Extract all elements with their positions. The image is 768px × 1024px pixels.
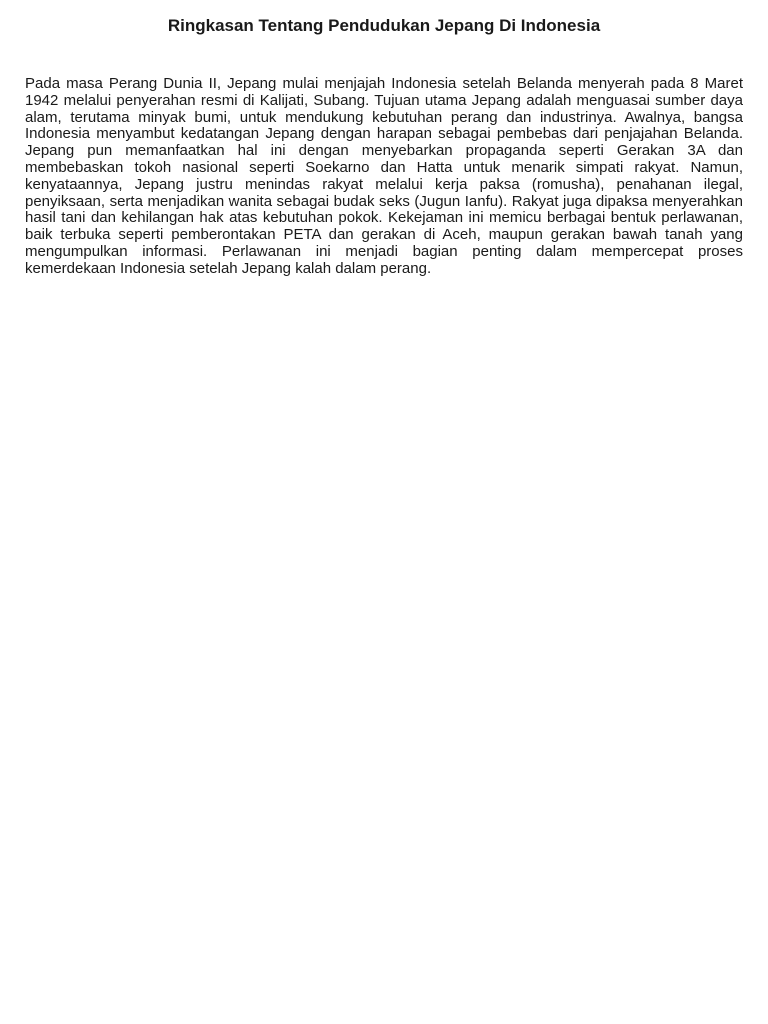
document-title: Ringkasan Tentang Pendudukan Jepang Di Indonesia: [167, 16, 601, 35]
document-paragraph: Pada masa Perang Dunia II, Jepang mulai menjajah Indonesia setelah Belanda menyerah pada 8 Maret 1942 melalui penyerahan resmi di Kalijati, Subang. Tujuan utama Jepang adalah menguasai sumber daya alam, terutama minyak bumi, untuk mendukung kebutuhan perang dan industrinya. Awalnya, bangsa Indonesia menyambut kedatangan Jepang dengan harapan sebagai pembebas dari penjajahan Belanda. Jepang pun memanfaatkan hal ini dengan menyebarkan propaganda seperti Gerakan 3A dan membebaskan tokoh nasional seperti Soekarno dan Hatta untuk menarik simpati rakyat. Namun, kenyataannya, Jepang justru menindas rakyat melalui kerja paksa (romusha), penahanan ilegal, penyiksaan, serta menjadikan wanita sebagai budak seks (Jugun Ianfu). Rakyat juga dipaksa menyerahkan hasil tani dan kehilangan hak atas kebutuhan pokok. Kekejaman ini memicu berbagai bentuk perlawanan, baik terbuka seperti pemberontakan PETA dan gerakan di Aceh, maupun gerakan bawah tanah yang mengumpulkan informasi. Perlawanan ini menjadi bagian penting dalam mempercepat proses kemerdekaan Indonesia setelah Jepang kalah dalam perang.: [25, 75, 743, 277]
